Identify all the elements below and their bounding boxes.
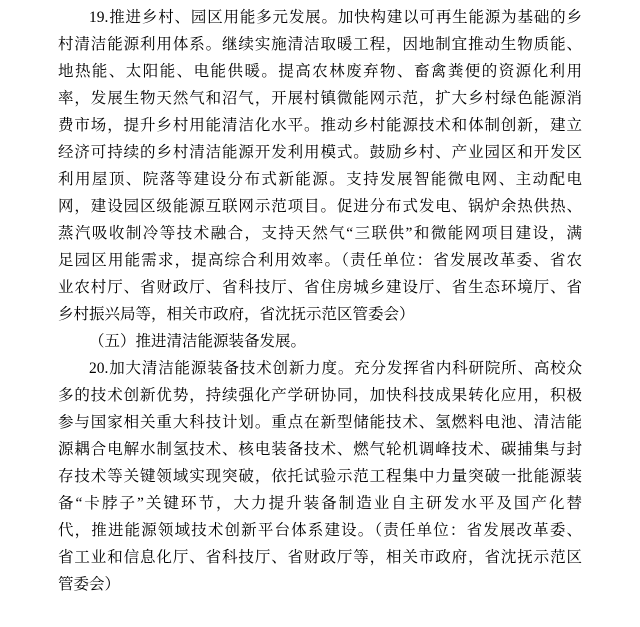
text-line: 19.推进乡村、园区用能多元发展。加快构建以可再生能源为基础的乡 [89,9,582,26]
paragraph-item-20 [58,355,582,598]
text-line: 管委会） [58,576,121,593]
text-line: 费市场，提升乡村用能清洁化水平。推动乡村能源技术和体制创新，建立 [58,117,582,134]
section-heading-line: （五）推进清洁能源装备发展。 [89,333,307,350]
paragraph-item-19 [58,4,582,328]
text-line: 乡村振兴局等，相关市政府，省沈抚示范区管委会） [58,306,415,323]
text-line: 参与国家相关重大科技计划。重点在新型储能技术、氢燃料电池、清洁能 [58,414,582,431]
text-line: 率，发展生物天然气和沼气，开展村镇微能网示范，扩大乡村绿色能源消 [58,90,582,107]
text-line: 存技术等关键领域实现突破，依托试验示范工程集中力量突破一批能源装 [58,468,582,485]
text-line: 利用屋顶、院落等建设分布式新能源。支持发展智能微电网、主动配电 [58,171,582,188]
text-line: 蒸汽吸收制冷等技术融合，支持天然气“三联供”和微能网项目建设，满 [58,225,582,242]
text-line: 省工业和信息化厅、省科技厅、省财政厅等，相关市政府，省沈抚示范区 [58,549,582,566]
section-heading-5 [58,328,582,355]
text-line: 业农村厅、省财政厅、省科技厅、省住房城乡建设厅、省生态环境厅、省 [58,279,582,296]
text-line: 村清洁能源利用体系。继续实施清洁取暖工程，因地制宜推动生物质能、 [58,36,582,53]
text-line: 源耦合电解水制氢技术、核电装备技术、燃气轮机调峰技术、碳捕集与封 [58,441,582,458]
text-line: 足园区用能需求，提高综合利用效率。（责任单位：省发展改革委、省农 [58,252,582,269]
text-line: 备“卡脖子”关键环节，大力提升装备制造业自主研发水平及国产化替 [58,495,582,512]
text-line: 20.加大清洁能源装备技术创新力度。充分发挥省内科研院所、高校众 [89,360,582,377]
text-line: 地热能、太阳能、电能供暖。提高农林废弃物、畜禽粪便的资源化利用 [58,63,582,80]
text-line: 网，建设园区级能源互联网示范项目。促进分布式发电、锅炉余热供热、 [58,198,582,215]
text-line: 代，推进能源领域技术创新平台体系建设。（责任单位：省发展改革委、 [58,522,582,539]
text-line: 多的技术创新优势，持续强化产学研协同，加快科技成果转化应用，积极 [58,387,582,404]
text-line: 经济可持续的乡村清洁能源开发利用模式。鼓励乡村、产业园区和开发区 [58,144,582,161]
